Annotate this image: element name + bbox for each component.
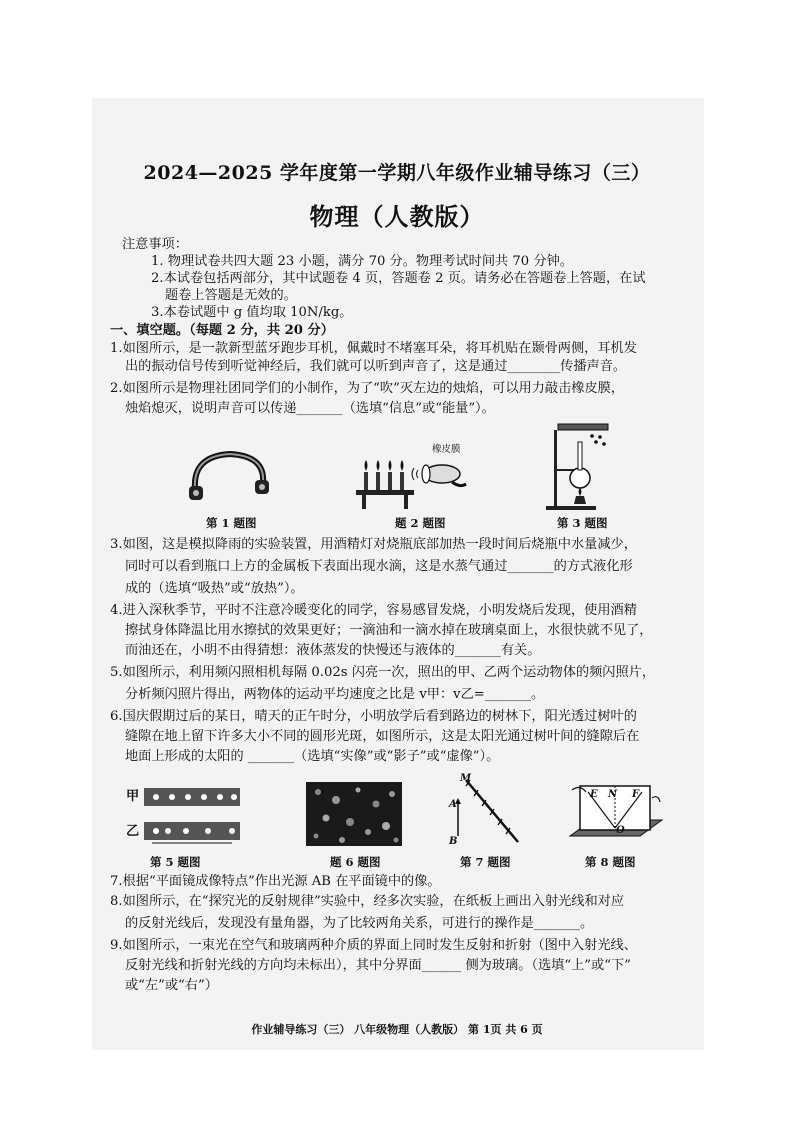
question-3-line: 3.如图，这是模拟降雨的实验装置，用酒精灯对烧瓶底部加热一段时间后烧瓶中水量减少， bbox=[110, 537, 637, 552]
question-8-line: 8.如图所示，在“探究光的反射规律”实验中，经多次实验，在纸板上画出入射光线和对应 bbox=[110, 894, 624, 909]
question-5-line: 5.如图所示，利用频闪照相机每隔 0.02s 闪亮一次，照出的甲、乙两个运动物体的频闪照片， bbox=[110, 665, 656, 680]
label-n: N bbox=[608, 789, 618, 800]
label-m: M bbox=[460, 773, 472, 784]
figure-1-headphone bbox=[185, 448, 275, 510]
page-footer: 作业辅导练习（三） 八年级物理（人教版） 第 1页 共 6 页 bbox=[251, 1023, 543, 1036]
label-b: B bbox=[449, 836, 458, 847]
label-jia: 甲 bbox=[126, 789, 140, 804]
question-1-line: 出的振动信号传到听觉神经后，我们就可以听到声音了，这是通过________传播声音。 bbox=[125, 359, 627, 374]
notice-item: 3.本卷试题中 g 值均取 10N/kg。 bbox=[151, 305, 353, 320]
question-3-line: 成的（选填“吸热”或“放热”）。 bbox=[125, 581, 304, 596]
question-6-line: 缝隙在地上留下许多大小不同的圆形光斑，如图所示，这是太阳光通过树叶间的缝隙后在 bbox=[125, 729, 640, 744]
question-2-line: 2.如图所示是物理社团同学们的小制作，为了“吹”灭左边的烛焰，可以用力敲击橡皮膜， bbox=[110, 381, 624, 396]
figure-1-caption: 第 1 题图 bbox=[206, 516, 257, 530]
label-o: O bbox=[616, 825, 625, 836]
figure-2-caption: 题 2 题图 bbox=[395, 516, 446, 530]
notice-item: 题卷上答题是无效的。 bbox=[165, 288, 297, 303]
figure-6-caption: 题 6 题图 bbox=[330, 855, 381, 869]
question-8-line: 的反射光线后，发现没有量角器，为了比较两角关系，可进行的操作是_______。 bbox=[125, 916, 594, 931]
exam-title: 2024—2025 学年度第一学期八年级作业辅导练习（三） bbox=[143, 162, 651, 184]
notice-heading: 注意事项： bbox=[122, 237, 188, 252]
figure-3-apparatus bbox=[540, 420, 616, 512]
figure-5-caption: 第 5 题图 bbox=[150, 855, 201, 869]
label-yi: 乙 bbox=[126, 824, 140, 839]
figure-3-caption: 第 3 题图 bbox=[557, 516, 608, 530]
question-7-line: 7.根据“平面镜成像特点”作出光源 AB 在平面镜中的像。 bbox=[110, 874, 441, 889]
question-5-line: 分析频闪照片得出，两物体的运动平均速度之比是 v甲：v乙=_______。 bbox=[125, 687, 545, 702]
notice-item: 2.本试卷包括两部分，其中试题卷 4 页，答题卷 2 页。请务必在答题卷上答题，在试 bbox=[151, 271, 646, 286]
notice-item: 1. 物理试卷共四大题 23 小题，满分 70 分。物理考试时间共 70 分钟。 bbox=[151, 254, 573, 269]
question-9-line: 反射光线和折射光线的方向均未标出），其中分界面______ 侧为玻璃。（选填“上”或“下” bbox=[125, 958, 631, 973]
question-3-line: 同时可以看到瓶口上方的金属板下表面出现水滴，这是水蒸气通过_______的方式液化形 bbox=[125, 559, 633, 574]
label-e: E bbox=[590, 789, 598, 800]
question-2-line: 烛焰熄灭，说明声音可以传递_______（选填“信息”或“能量”）。 bbox=[125, 401, 495, 416]
figure-6-tree-shadow-photo bbox=[306, 782, 402, 846]
question-4-line: 4.进入深秋季节，平时不注意冷暖变化的同学，容易感冒发烧，小明发烧后发现，使用酒精 bbox=[110, 603, 637, 618]
figure-5-strobe-photos bbox=[142, 786, 242, 846]
question-9-line: 9.如图所示，一束光在空气和玻璃两种介质的界面上同时发生反射和折射（图中入射光线、 bbox=[110, 938, 637, 953]
rubber-film-label: 橡皮膜 bbox=[432, 444, 461, 455]
question-4-line: 而油还在，小明不由得猜想：液体蒸发的快慢还与液体的_______有关。 bbox=[125, 643, 541, 658]
exam-subtitle: 物理（人教版） bbox=[309, 202, 485, 231]
label-f: F bbox=[632, 789, 640, 800]
question-1-line: 1.如图所示，是一款新型蓝牙跑步耳机，佩戴时不堵塞耳朵，将耳机贴在颞骨两侧，耳机发 bbox=[110, 341, 637, 356]
question-6-line: 地面上形成的太阳的 _______（选填“实像”或“影子”或“虚像”）。 bbox=[125, 749, 500, 764]
question-4-line: 擦拭身体降温比用水擦拭的效果更好；一滴油和一滴水掉在玻璃桌面上，水很快就不见了， bbox=[125, 623, 653, 638]
question-6-line: 6.国庆假期过后的某日，晴天的正午时分，小明放学后看到路边的树林下，阳光透过树叶的 bbox=[110, 709, 637, 724]
label-a: A bbox=[449, 799, 457, 810]
figure-8-caption: 第 8 题图 bbox=[585, 855, 636, 869]
figure-7-caption: 第 7 题图 bbox=[460, 855, 511, 869]
section-heading: 一、填空题。（每题 2 分，共 20 分） bbox=[110, 323, 334, 338]
question-9-line: 或“左”或“右”） bbox=[125, 978, 218, 993]
